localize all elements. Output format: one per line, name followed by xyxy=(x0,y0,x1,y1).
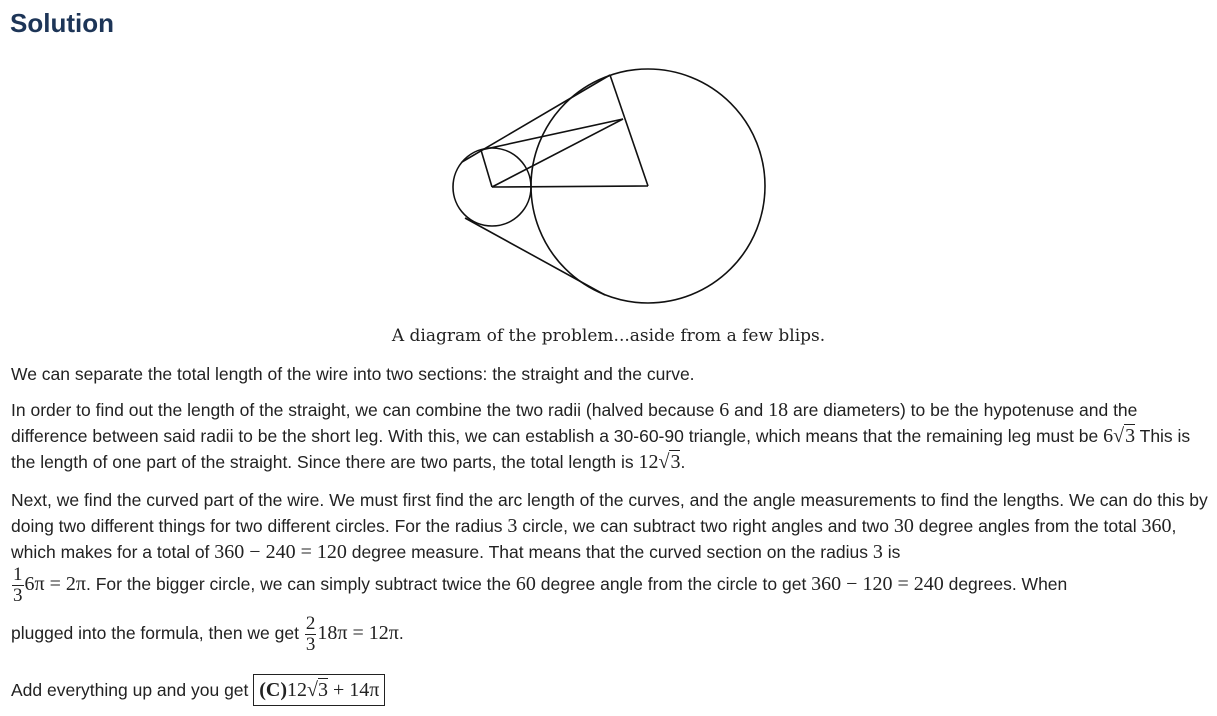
paragraph-2: In order to find out the length of the straight, we can combine the two radii (halved because 6 and 18 are diameters) to be the hypotenuse and the difference between said radii to be the short leg. With this, we can establish a 30-60-90 triangle, which means that the remaining leg must be 6√3 This is the length of one part of the straight. Since there are two parts, the total length is 12√3. xyxy=(11,399,1191,473)
center-line xyxy=(492,186,648,187)
solution-heading: Solution xyxy=(10,8,114,38)
math-6sqrt3: 6√3 xyxy=(1103,425,1136,447)
math-12sqrt3: 12√3 xyxy=(638,451,681,473)
paragraph-5: Add everything up and you get (C)12√3 + 14π xyxy=(11,674,1211,706)
radius-large-upper xyxy=(610,75,648,186)
diagram-caption: A diagram of the problem...aside from a few blips. xyxy=(391,326,826,346)
paragraph-1: We can separate the total length of the wire into two sections: the straight and the curve. xyxy=(11,364,695,384)
radius-small-upper xyxy=(481,150,492,187)
circles-diagram xyxy=(0,0,1217,330)
parallel-leg xyxy=(481,119,623,150)
paragraph-3: Next, we find the curved part of the wire. We must first find the arc length of the curves, and the angle measurements to find the lengths. We can do this by doing two different things for two different circles. For the radius 3 circle, we can subtract two right angles and two 30 degree angles from the total 360, which makes for a total of 360 − 240 = 120 degree measure. That means that the curved section on the radius 3 is $\frac{1}{3}$ 6π = 2π. For the bigger circle, we can simply subtract twice the 60 degree angle from the circle to get 360 − 120 = 240 degrees. When xyxy=(11,490,1208,606)
paragraph-4: plugged into the formula, then we get $\frac{2}{3}$ 18π = 12π. xyxy=(11,613,404,655)
fraction-one-third: $\frac{1}{3}$ xyxy=(13,564,23,606)
fraction-two-thirds: $\frac{2}{3}$ xyxy=(305,613,316,655)
lower-tangent xyxy=(465,218,605,295)
final-answer-box: (C)12√3 + 14π xyxy=(253,674,385,706)
